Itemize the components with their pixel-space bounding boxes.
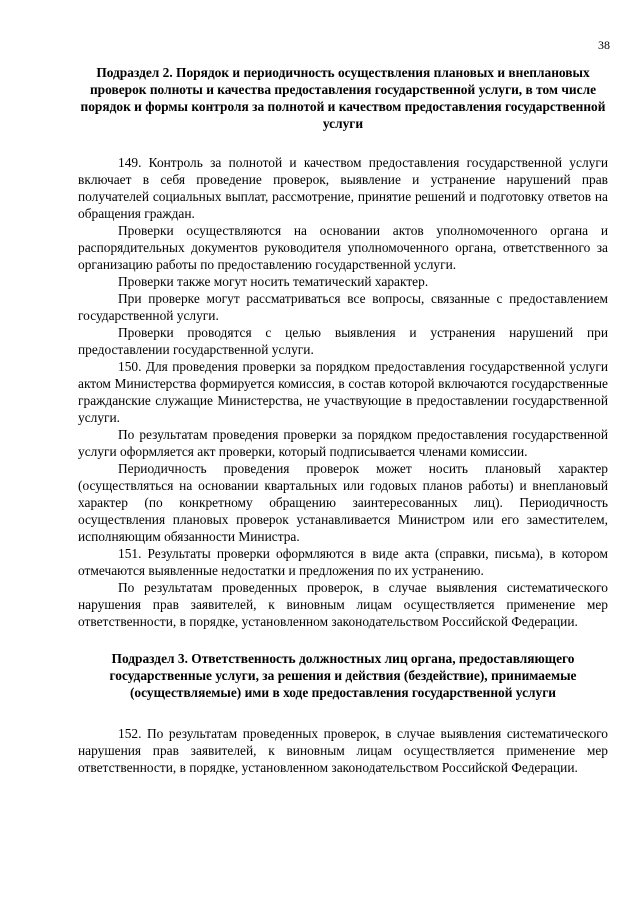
paragraph-inspection-basis: Проверки осуществляются на основании актов уполномоченного органа и распорядительных документов руководителя уполномоченного органа, ответственного за организацию работы по предоставлению государственной услуги. [78, 223, 608, 272]
paragraph-151: 151. Результаты проверки оформляются в виде акта (справки, письма), в котором отмечаются выявленные недостатки и предложения по их устранению. [78, 546, 608, 578]
paragraph-periodicity: Периодичность проведения проверок может носить плановый характер (осуществляться на основании квартальных или годовых планов работы) и внеплановый характер (по конкретному обращению заинтересованных лиц). Периодичность осуществления плановых проверок устанавливается Министром или его заместителем, исполняющим обязанности Министра. [78, 461, 608, 544]
document-body [78, 64, 608, 776]
paragraph-150: 150. Для проведения проверки за порядком предоставления государственной услуги актом Министерства формируется комиссия, в состав которой включаются государственные гражданские служащие Министерства, не участвующие в предоставлении государственной услуги. [78, 359, 608, 425]
page-number: 38 [598, 38, 610, 52]
section-2-heading: Подраздел 2. Порядок и периодичность осуществления плановых и внеплановых проверок полноты и качества предоставления государственной услуги, в том числе порядок и формы контроля за полнотой и качеством предоставления государственной услуги [80, 65, 606, 131]
paragraph-thematic: Проверки также могут носить тематический характер. [118, 274, 429, 289]
paragraph-152: 152. По результатам проведенных проверок, в случае выявления систематического нарушения прав заявителей, к виновным лицам осуществляется применение мер ответственности, в порядке, установленном законодательством Российской Федерации. [78, 726, 608, 775]
section-3-heading: Подраздел 3. Ответственность должностных лиц органа, предоставляющего государственные услуги, за решения и действия (бездействие), принимаемые (осуществляемые) ими в ходе предоставления государственной услуги [109, 651, 577, 700]
paragraph-inspection-act: По результатам проведения проверки за порядком предоставления государственной услуги оформляется акт проверки, который подписывается членами комиссии. [78, 427, 608, 459]
paragraph-liability: По результатам проведенных проверок, в случае выявления систематического нарушения прав заявителей, к виновным лицам осуществляется применение мер ответственности, в порядке, установленном законодательством Российской Федерации. [78, 580, 608, 629]
paragraph-purpose: Проверки проводятся с целью выявления и устранения нарушений при предоставлении государственной услуги. [78, 325, 608, 357]
paragraph-questions: При проверке могут рассматриваться все вопросы, связанные с предоставлением государственной услуги. [78, 291, 608, 323]
paragraph-149: 149. Контроль за полнотой и качеством предоставления государственной услуги включает в себя проведение проверок, выявление и устранение нарушений прав получателей социальных выплат, рассмотрение, принятие решений и подготовку ответов на обращения граждан. [78, 155, 608, 221]
